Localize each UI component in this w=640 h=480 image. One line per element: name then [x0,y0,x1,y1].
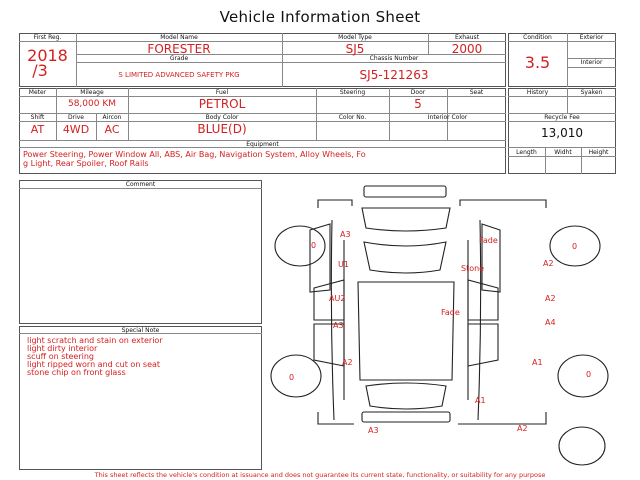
spare-wheel-circle [559,427,605,465]
wheel-rear-right-circle [558,355,608,397]
disclaimer-footer: This sheet reflects the vehicle's condition at issuance and does not guarantee its current state, functionality, or suitability for any purpose [94,471,546,479]
drive-label: Drive [68,114,84,121]
mark-fade-front: Fade [479,236,498,245]
special-note-item: light scratch and stain on exterior [27,336,163,345]
mark-a2-br: A2 [517,424,528,433]
mark-a2-rl: A2 [342,358,353,367]
special-note-item: light dirty interior [27,344,98,353]
special-notes-list [27,337,257,377]
special-note-item: stone chip on front glass [27,368,126,377]
aircon-value: AC [104,123,120,136]
grade-value: S LIMITED ADVANCED SAFETY PKG [118,71,240,79]
syaken-label: Syaken [580,89,603,96]
mark-a3-bl: A3 [368,426,379,435]
condition-label: Condition [523,34,552,41]
wheel-rear-left-circle [271,355,321,397]
mark-au2: AU2 [329,294,346,303]
height-label: Height [588,149,609,156]
mark-stone: Stone [461,264,485,273]
model-name-label: Model Name [160,34,198,41]
comment-box [19,180,262,324]
special-note-item: light ripped worn and cut on seat [27,360,161,369]
recycle-fee-value: 13,010 [541,126,583,140]
front-right-corner [460,200,546,208]
right-front-fender [482,224,500,292]
exhaust-label: Exhaust [454,34,480,41]
mark-a3-hood: A3 [340,230,351,239]
rear-right-corner [458,412,546,424]
roof-outline [358,282,454,380]
fuel-value: PETROL [198,97,246,111]
exhaust-value: 2000 [451,42,483,56]
mileage-value: 58,000 KM [67,99,117,109]
mark-fade-roof: Fade [441,308,460,317]
shift-label: Shift [30,114,45,121]
seat-label: Seat [469,89,484,96]
mark-wheel-fl: 0 [311,241,317,250]
first-reg-month: /3 [32,61,48,80]
mark-a4: A4 [545,318,556,327]
shift-value: AT [30,123,45,136]
chassis-number-value: SJ5-121263 [359,68,429,82]
mark-a1-rear: A1 [475,396,486,405]
rear-window-outline [366,383,446,409]
equipment-line-2: g Light, Rear Spoiler, Roof Rails [23,159,149,168]
door-value: 5 [414,97,422,111]
mark-u1: U1 [338,260,349,269]
sheet-title: Vehicle Information Sheet [219,8,421,26]
color-no-label: Color No. [338,114,367,121]
mark-wheel-fr: 0 [572,242,578,251]
length-label: Length [516,149,537,156]
front-bumper-outline [364,186,446,197]
condition-value: 3.5 [524,53,551,72]
aircon-label: Aircon [102,114,122,121]
width-label: Widht [554,149,572,156]
grade-label: Grade [169,55,189,62]
mark-a1-rr: A1 [532,358,543,367]
mark-a2-right: A2 [545,294,556,303]
model-name-value: FORESTER [147,42,211,56]
right-rear-door [468,324,498,366]
meter-label: Meter [28,89,47,96]
body-color-value: BLUE(D) [197,122,247,136]
first-reg-year: 2018 [27,46,68,65]
wheel-front-left-circle [275,226,325,266]
hood-outline [362,208,450,231]
drive-value: 4WD [62,123,90,136]
first-reg-label: First Reg. [33,34,62,41]
comment-label: Comment [125,181,156,188]
door-label: Door [410,89,426,96]
body-color-label: Body Color [205,114,239,121]
special-note-label: Special Note [121,327,160,334]
equipment-label: Equipment [246,141,279,148]
rear-bumper-outline [362,412,450,422]
right-a-pillar [468,280,498,320]
interior-color-label: Interior Color [427,114,468,121]
history-label: History [526,89,549,96]
front-left-corner [318,200,352,208]
mark-wheel-rr: 0 [586,370,592,379]
windshield-outline [364,242,446,273]
exterior-label: Exterior [579,34,604,41]
special-note-item: scuff on steering [27,352,95,361]
model-type-label: Model Type [338,34,372,41]
mileage-label: Mileage [80,89,104,96]
steering-label: Steering [339,89,366,96]
car-damage-diagram [270,180,615,472]
fuel-label: Fuel [215,89,229,96]
mark-a2-fr: A2 [543,259,554,268]
equipment-line-1: Power Steering, Power Window All, ABS, Air Bag, Navigation System, Alloy Wheels, Fo [23,150,366,159]
chassis-number-label: Chassis Number [369,55,419,62]
rear-left-corner [318,412,354,424]
interior-label: Interior [580,59,603,66]
mark-a3-left: A3 [333,321,344,330]
left-rear-door [314,324,344,366]
mark-wheel-rl: 0 [289,373,295,382]
model-type-value: SJ5 [345,42,365,56]
recycle-fee-label: Recycle Fee [544,114,580,121]
